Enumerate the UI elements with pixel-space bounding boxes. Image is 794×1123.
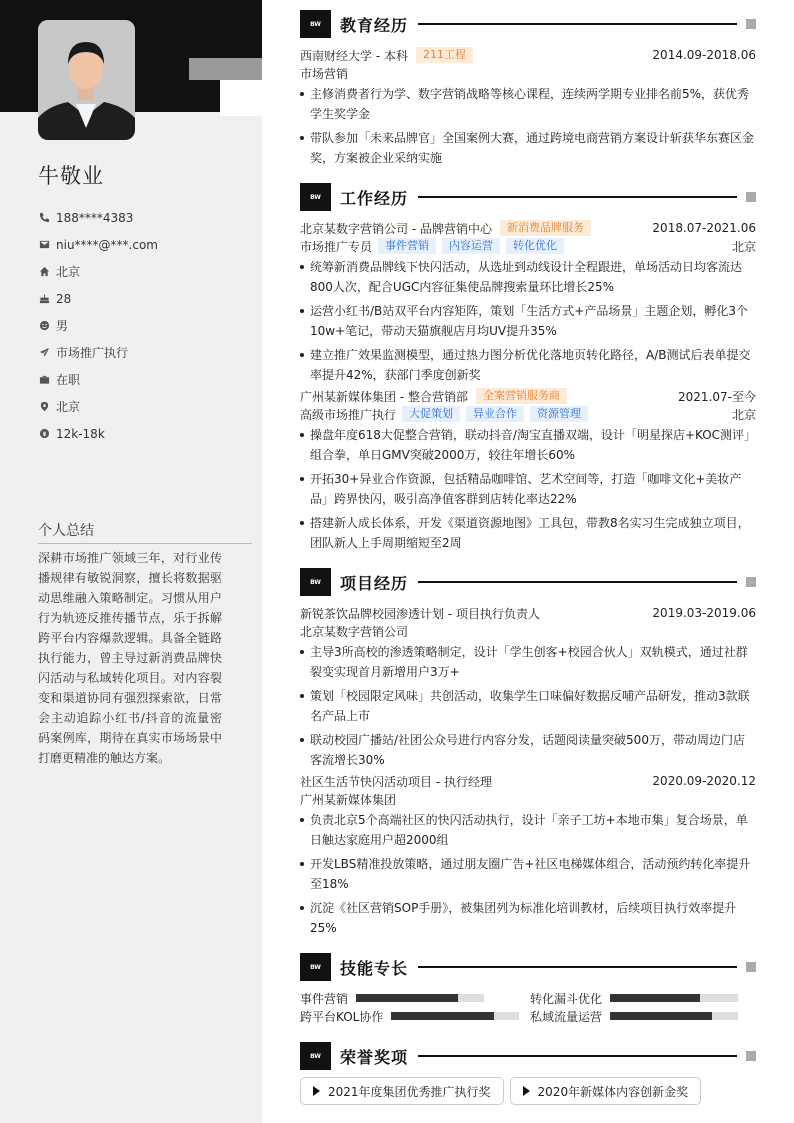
honor-text: 2021年度集团优秀推广执行奖 (328, 1084, 491, 1099)
salary-icon (38, 428, 50, 440)
contact-gender (38, 312, 248, 339)
skill-tag: 转化优化 (506, 238, 564, 254)
list-item: 开发LBS精准投放策略，通过朋友圈广告+社区电梯媒体组合，活动预约转化率提升至18% (300, 854, 756, 894)
section-header-skills (300, 953, 756, 981)
project-date: 2019.03-2019.06 (652, 606, 756, 620)
summary-text: 深耕市场推广领域三年，对行业传播规律有敏锐洞察，擅长将数据驱动思维融入策略制定。习惯从用户行为轨迹反推传播节点，乐于拆解跨平台内容爆款逻辑。具备全链路执行能力，曾主导过新消费品牌快闪活动与私域转化项目。对内容裂变和渠道协同有强烈探索欲，日常会主动追踪小红书/抖音的流量密码案例库，期待在真实市场场景中打磨更精准的触达方案。 (38, 551, 222, 765)
email-icon (38, 239, 50, 251)
contact-position (38, 339, 248, 366)
list-item: 建立推广效果监测模型，通过热力图分析优化落地页转化路径，A/B测试后表单提交率提升42%，获部门季度创新奖 (300, 345, 756, 385)
contact-status (38, 366, 248, 393)
cake-icon (38, 293, 50, 305)
honor-text: 2020年新媒体内容创新金奖 (537, 1084, 689, 1099)
section-divider (418, 581, 737, 583)
location-icon (38, 401, 50, 413)
decor-block (189, 58, 262, 80)
company-tag: 新消费品牌服务 (500, 220, 591, 236)
play-icon (523, 1086, 530, 1096)
contact-text: 28 (56, 291, 72, 306)
summary-title: 个人总结 (38, 520, 252, 544)
gender-icon (38, 320, 50, 332)
contact-residence (38, 258, 248, 285)
skill-bar (610, 994, 738, 1002)
company-name: 广州某新媒体集团 - 整合营销部 (300, 389, 468, 404)
sidebar (0, 0, 262, 1123)
school-name: 西南财经大学 - 本科 (300, 48, 408, 63)
honors-list (300, 1077, 707, 1105)
section-badge: BW (300, 1042, 331, 1070)
skill-tag: 异业合作 (466, 406, 524, 422)
education-date: 2014.09-2018.06 (652, 48, 756, 62)
skill-bar-fill (356, 994, 458, 1002)
skill-item (530, 1008, 738, 1024)
section-divider (418, 196, 737, 198)
skill-bar (356, 994, 484, 1002)
briefcase-icon (38, 374, 50, 386)
section-header-work (300, 183, 756, 211)
skill-bar (610, 1012, 738, 1020)
work-bullets (300, 257, 756, 385)
work-block-1 (300, 219, 756, 389)
contact-age (38, 285, 248, 312)
section-title: 技能专长 (340, 958, 409, 978)
skill-tag: 大促策划 (402, 406, 460, 422)
work-date: 2021.07-至今 (678, 389, 756, 404)
list-item: 操盘年度618大促整合营销，联动抖音/淘宝直播双端，设计「明星探店+KOC测评」组合拳，单日GMV突破2000万，较往年增长60% (300, 425, 756, 465)
project-title: 社区生活节快闪活动项目 - 执行经理 (300, 774, 492, 789)
work-city: 北京 (731, 239, 756, 254)
list-item: 开拓30+异业合作资源，包括精品咖啡馆、艺术空间等，打造「咖啡文化+美妆产品」跨界快闪，吸引高净值客群到店转化率达22% (300, 469, 756, 509)
skill-name: 跨平台KOL协作 (300, 1009, 384, 1024)
section-square (746, 577, 756, 587)
phone-icon (38, 212, 50, 224)
work-date: 2018.07-2021.06 (652, 221, 756, 235)
play-icon (313, 1086, 320, 1096)
project-block-2 (300, 772, 756, 942)
skill-tag: 事件营销 (378, 238, 436, 254)
skill-bar-fill (610, 994, 700, 1002)
work-city: 北京 (731, 407, 756, 422)
company-tag: 全案营销服务商 (476, 388, 567, 404)
section-title: 项目经历 (340, 573, 409, 593)
section-square (746, 962, 756, 972)
home-icon (38, 266, 50, 278)
contact-email (38, 231, 248, 258)
skill-bar (391, 1012, 519, 1020)
list-item: 沉淀《社区营销SOP手册》，被集团列为标准化培训教材，后续项目执行效率提升25% (300, 898, 756, 938)
list-item: 主导3所高校的渗透策略制定，设计「学生创客+校园合伙人」双轨模式，通过社群裂变实现首月新增用户3万+ (300, 642, 756, 682)
section-badge: BW (300, 183, 331, 211)
contact-location (38, 393, 248, 420)
contact-list (38, 204, 248, 447)
project-bullets (300, 642, 756, 770)
job-role: 市场推广专员 (300, 239, 373, 254)
contact-phone (38, 204, 248, 231)
contact-text: 北京 (56, 400, 81, 414)
skill-tag: 资源管理 (530, 406, 588, 422)
skill-name: 私域流量运营 (530, 1009, 603, 1024)
skill-bar-fill (610, 1012, 712, 1020)
job-role: 高级市场推广执行 (300, 407, 397, 422)
list-item: 统筹新消费品牌线下快闪活动，从选址到动线设计全程跟进，单场活动日均客流达800人次，配合UGC内容征集使品牌搜索量环比增长25% (300, 257, 756, 297)
honor-item (300, 1077, 504, 1105)
list-item: 带队参加「未来品牌官」全国案例大赛，通过跨境电商营销方案设计斩获华东赛区金奖，方案被企业采纳实施 (300, 128, 756, 168)
section-divider (418, 966, 737, 968)
section-divider (418, 23, 737, 25)
section-badge: BW (300, 10, 331, 38)
education-block (300, 46, 756, 172)
contact-text: 12k-18k (56, 426, 105, 441)
company-name: 北京某数字营销公司 - 品牌营销中心 (300, 221, 492, 236)
project-title: 新锐茶饮品牌校园渗透计划 - 项目执行负责人 (300, 606, 540, 621)
skill-bar-fill (391, 1012, 493, 1020)
list-item: 策划「校园限定风味」共创活动，收集学生口味偏好数据反哺产品研发，推动3款联名产品上市 (300, 686, 756, 726)
list-item: 联动校园广播站/社团公众号进行内容分发，话题阅读量突破500万，带动周边门店客流增长30% (300, 730, 756, 770)
project-org: 北京某数字营销公司 (300, 624, 409, 639)
section-square (746, 192, 756, 202)
list-item: 运营小红书/B站双平台内容矩阵，策划「生活方式+产品场景」主题企划，孵化3个10w+笔记，带动天猫旗舰店月均UV提升35% (300, 301, 756, 341)
honor-item (510, 1077, 702, 1105)
contact-text: 市场推广执行 (56, 346, 129, 360)
work-block-2 (300, 387, 756, 557)
work-bullets (300, 425, 756, 553)
list-item: 负责北京5个高端社区的快闪活动执行，设计「亲子工坊+本地市集」复合场景，单日触达家庭用户超2000组 (300, 810, 756, 850)
contact-text: 188****4383 (56, 210, 134, 225)
section-square (746, 19, 756, 29)
skill-item (300, 990, 484, 1006)
project-date: 2020.09-2020.12 (652, 774, 756, 788)
avatar (38, 20, 135, 140)
contact-text: niu****@***.com (56, 237, 158, 252)
section-header-honors (300, 1042, 756, 1070)
skill-name: 事件营销 (300, 991, 349, 1006)
skill-name: 转化漏斗优化 (530, 991, 603, 1006)
section-title: 教育经历 (340, 15, 409, 35)
section-title: 荣誉奖项 (340, 1047, 409, 1067)
education-bullets (300, 84, 756, 168)
section-square (746, 1051, 756, 1061)
section-header-project (300, 568, 756, 596)
project-org: 广州某新媒体集团 (300, 792, 397, 807)
decor-block (220, 80, 262, 116)
list-item: 搭建新人成长体系，开发《渠道资源地图》工具包，带教8名实习生完成独立项目，团队新人上手周期缩短至2周 (300, 513, 756, 553)
list-item: 主修消费者行为学、数字营销战略等核心课程，连续两学期专业排名前5%，获优秀学生奖学金 (300, 84, 756, 124)
skill-item (300, 1008, 519, 1024)
contact-salary (38, 420, 248, 447)
contact-text: 在职 (56, 373, 81, 387)
project-bullets (300, 810, 756, 938)
skill-tag: 内容运营 (442, 238, 500, 254)
major: 市场营销 (300, 66, 349, 81)
contact-text: 北京 (56, 265, 81, 279)
send-icon (38, 347, 50, 359)
section-title: 工作经历 (340, 188, 409, 208)
section-badge: BW (300, 568, 331, 596)
school-tag: 211工程 (416, 47, 473, 63)
project-block-1 (300, 604, 756, 774)
section-header-education (300, 10, 756, 38)
skill-item (530, 990, 738, 1006)
candidate-name: 牛敬业 (38, 164, 104, 188)
contact-text: 男 (56, 319, 69, 333)
section-divider (418, 1055, 737, 1057)
section-badge: BW (300, 953, 331, 981)
